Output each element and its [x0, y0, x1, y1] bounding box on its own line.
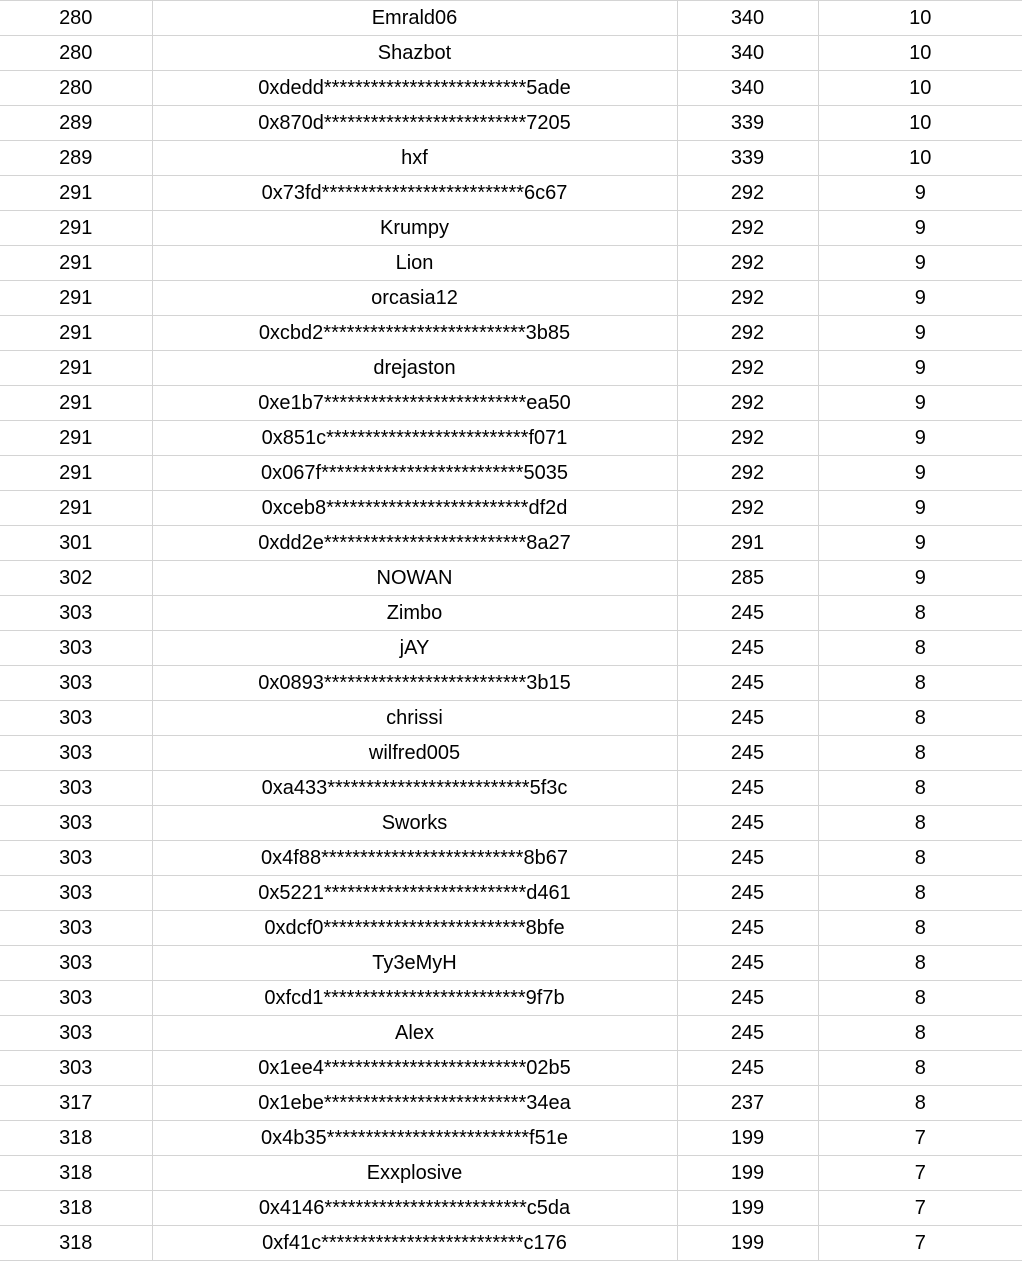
name-cell[interactable]: Emrald06: [152, 1, 677, 36]
rank-cell[interactable]: 291: [0, 211, 152, 246]
rank-cell[interactable]: 318: [0, 1191, 152, 1226]
points-cell[interactable]: 292: [677, 281, 818, 316]
rank-cell[interactable]: 303: [0, 1051, 152, 1086]
points-cell[interactable]: 292: [677, 421, 818, 456]
points-cell[interactable]: 292: [677, 246, 818, 281]
table-row: [0, 491, 1022, 526]
rank-cell[interactable]: 303: [0, 1016, 152, 1051]
table-row: [0, 211, 1022, 246]
rank-cell[interactable]: 291: [0, 351, 152, 386]
rank-cell[interactable]: 291: [0, 456, 152, 491]
table-row: [0, 946, 1022, 981]
level-cell[interactable]: 10: [818, 106, 1022, 141]
level-cell[interactable]: 7: [818, 1121, 1022, 1156]
points-cell[interactable]: 292: [677, 456, 818, 491]
level-cell[interactable]: 8: [818, 666, 1022, 701]
rank-cell[interactable]: 303: [0, 596, 152, 631]
points-cell[interactable]: 199: [677, 1156, 818, 1191]
points-cell[interactable]: 339: [677, 106, 818, 141]
rank-cell[interactable]: 291: [0, 386, 152, 421]
rank-cell[interactable]: 303: [0, 736, 152, 771]
rank-cell[interactable]: 303: [0, 701, 152, 736]
level-cell[interactable]: 9: [818, 456, 1022, 491]
table-row: [0, 1051, 1022, 1086]
rank-cell[interactable]: 303: [0, 876, 152, 911]
level-cell[interactable]: 10: [818, 71, 1022, 106]
rank-cell[interactable]: 291: [0, 176, 152, 211]
rank-cell[interactable]: 301: [0, 526, 152, 561]
rank-cell[interactable]: 303: [0, 666, 152, 701]
points-cell[interactable]: 245: [677, 806, 818, 841]
rank-cell[interactable]: 291: [0, 281, 152, 316]
rank-cell[interactable]: 289: [0, 106, 152, 141]
level-cell[interactable]: 8: [818, 981, 1022, 1016]
rank-cell[interactable]: 280: [0, 71, 152, 106]
name-cell[interactable]: hxf: [152, 141, 677, 176]
points-cell[interactable]: 245: [677, 666, 818, 701]
rank-cell[interactable]: 318: [0, 1156, 152, 1191]
level-cell[interactable]: 9: [818, 176, 1022, 211]
level-cell[interactable]: 7: [818, 1191, 1022, 1226]
points-cell[interactable]: 292: [677, 316, 818, 351]
name-cell[interactable]: 0x4146**************************c5da: [152, 1191, 677, 1226]
level-cell[interactable]: 10: [818, 141, 1022, 176]
rank-cell[interactable]: 291: [0, 246, 152, 281]
table-row: [0, 736, 1022, 771]
level-cell[interactable]: 9: [818, 281, 1022, 316]
leaderboard-body: [0, 1, 1022, 1261]
name-cell[interactable]: 0x0893**************************3b15: [152, 666, 677, 701]
table-row: [0, 1226, 1022, 1261]
table-row: [0, 351, 1022, 386]
level-cell[interactable]: 9: [818, 316, 1022, 351]
rank-cell[interactable]: 303: [0, 911, 152, 946]
name-cell[interactable]: Zimbo: [152, 596, 677, 631]
level-cell[interactable]: 8: [818, 806, 1022, 841]
table-row: [0, 876, 1022, 911]
level-cell[interactable]: 8: [818, 736, 1022, 771]
table-row: [0, 281, 1022, 316]
rank-cell[interactable]: 291: [0, 316, 152, 351]
name-cell[interactable]: 0xdd2e**************************8a27: [152, 526, 677, 561]
name-cell[interactable]: wilfred005: [152, 736, 677, 771]
level-cell[interactable]: 9: [818, 421, 1022, 456]
table-row: [0, 176, 1022, 211]
level-cell[interactable]: 8: [818, 876, 1022, 911]
level-cell[interactable]: 8: [818, 1086, 1022, 1121]
level-cell[interactable]: 9: [818, 526, 1022, 561]
rank-cell[interactable]: 303: [0, 981, 152, 1016]
level-cell[interactable]: 10: [818, 1, 1022, 36]
points-cell[interactable]: 292: [677, 211, 818, 246]
rank-cell[interactable]: 289: [0, 141, 152, 176]
points-cell[interactable]: 245: [677, 771, 818, 806]
name-cell[interactable]: 0xdcf0**************************8bfe: [152, 911, 677, 946]
name-cell[interactable]: 0xe1b7**************************ea50: [152, 386, 677, 421]
name-cell[interactable]: 0x851c**************************f071: [152, 421, 677, 456]
level-cell[interactable]: 7: [818, 1226, 1022, 1261]
name-cell[interactable]: Ty3eMyH: [152, 946, 677, 981]
table-row: [0, 631, 1022, 666]
name-cell[interactable]: jAY: [152, 631, 677, 666]
points-cell[interactable]: 339: [677, 141, 818, 176]
points-cell[interactable]: 292: [677, 351, 818, 386]
table-row: [0, 316, 1022, 351]
name-cell[interactable]: Lion: [152, 246, 677, 281]
level-cell[interactable]: 9: [818, 211, 1022, 246]
points-cell[interactable]: 340: [677, 71, 818, 106]
table-row: [0, 526, 1022, 561]
table-row: [0, 386, 1022, 421]
points-cell[interactable]: 340: [677, 36, 818, 71]
level-cell[interactable]: 9: [818, 351, 1022, 386]
name-cell[interactable]: 0x067f**************************5035: [152, 456, 677, 491]
name-cell[interactable]: 0x4b35**************************f51e: [152, 1121, 677, 1156]
rank-cell[interactable]: 303: [0, 631, 152, 666]
name-cell[interactable]: 0xf41c**************************c176: [152, 1226, 677, 1261]
table-row: [0, 1, 1022, 36]
level-cell[interactable]: 9: [818, 491, 1022, 526]
table-row: [0, 246, 1022, 281]
table-row: [0, 1086, 1022, 1121]
rank-cell[interactable]: 302: [0, 561, 152, 596]
points-cell[interactable]: 245: [677, 631, 818, 666]
level-cell[interactable]: 8: [818, 771, 1022, 806]
table-row: [0, 701, 1022, 736]
name-cell[interactable]: chrissi: [152, 701, 677, 736]
table-row: [0, 1016, 1022, 1051]
name-cell[interactable]: 0x1ebe**************************34ea: [152, 1086, 677, 1121]
table-row: [0, 596, 1022, 631]
points-cell[interactable]: 245: [677, 596, 818, 631]
rank-cell[interactable]: 303: [0, 771, 152, 806]
name-cell[interactable]: drejaston: [152, 351, 677, 386]
points-cell[interactable]: 245: [677, 911, 818, 946]
rank-cell[interactable]: 303: [0, 806, 152, 841]
points-cell[interactable]: 245: [677, 1016, 818, 1051]
points-cell[interactable]: 245: [677, 946, 818, 981]
points-cell[interactable]: 245: [677, 701, 818, 736]
points-cell[interactable]: 245: [677, 1051, 818, 1086]
name-cell[interactable]: 0x870d**************************7205: [152, 106, 677, 141]
name-cell[interactable]: 0x1ee4**************************02b5: [152, 1051, 677, 1086]
level-cell[interactable]: 8: [818, 911, 1022, 946]
points-cell[interactable]: 199: [677, 1226, 818, 1261]
level-cell[interactable]: 9: [818, 246, 1022, 281]
points-cell[interactable]: 292: [677, 386, 818, 421]
table-row: [0, 36, 1022, 71]
points-cell[interactable]: 291: [677, 526, 818, 561]
name-cell[interactable]: 0xdedd**************************5ade: [152, 71, 677, 106]
table-row: [0, 981, 1022, 1016]
table-row: [0, 561, 1022, 596]
rank-cell[interactable]: 303: [0, 841, 152, 876]
level-cell[interactable]: 10: [818, 36, 1022, 71]
points-cell[interactable]: 292: [677, 491, 818, 526]
points-cell[interactable]: 199: [677, 1121, 818, 1156]
points-cell[interactable]: 340: [677, 1, 818, 36]
table-row: [0, 666, 1022, 701]
points-cell[interactable]: 245: [677, 876, 818, 911]
level-cell[interactable]: 7: [818, 1156, 1022, 1191]
level-cell[interactable]: 8: [818, 1051, 1022, 1086]
name-cell[interactable]: 0xceb8**************************df2d: [152, 491, 677, 526]
name-cell[interactable]: Krumpy: [152, 211, 677, 246]
level-cell[interactable]: 8: [818, 1016, 1022, 1051]
table-row: [0, 771, 1022, 806]
name-cell[interactable]: 0x5221**************************d461: [152, 876, 677, 911]
rank-cell[interactable]: 303: [0, 946, 152, 981]
rank-cell[interactable]: 291: [0, 421, 152, 456]
level-cell[interactable]: 9: [818, 561, 1022, 596]
table-row: [0, 456, 1022, 491]
table-row: [0, 141, 1022, 176]
table-row: [0, 106, 1022, 141]
rank-cell[interactable]: 280: [0, 36, 152, 71]
points-cell[interactable]: 245: [677, 841, 818, 876]
name-cell[interactable]: NOWAN: [152, 561, 677, 596]
table-row: [0, 841, 1022, 876]
level-cell[interactable]: 8: [818, 946, 1022, 981]
name-cell[interactable]: 0x4f88**************************8b67: [152, 841, 677, 876]
name-cell[interactable]: 0xfcd1**************************9f7b: [152, 981, 677, 1016]
name-cell[interactable]: 0xcbd2**************************3b85: [152, 316, 677, 351]
points-cell[interactable]: 245: [677, 736, 818, 771]
rank-cell[interactable]: 280: [0, 1, 152, 36]
table-row: [0, 1191, 1022, 1226]
rank-cell[interactable]: 317: [0, 1086, 152, 1121]
rank-cell[interactable]: 318: [0, 1226, 152, 1261]
points-cell[interactable]: 199: [677, 1191, 818, 1226]
rank-cell[interactable]: 318: [0, 1121, 152, 1156]
points-cell[interactable]: 292: [677, 176, 818, 211]
rank-cell[interactable]: 291: [0, 491, 152, 526]
name-cell[interactable]: 0x73fd**************************6c67: [152, 176, 677, 211]
table-row: [0, 421, 1022, 456]
points-cell[interactable]: 285: [677, 561, 818, 596]
table-row: [0, 1121, 1022, 1156]
level-cell[interactable]: 8: [818, 701, 1022, 736]
name-cell[interactable]: Sworks: [152, 806, 677, 841]
level-cell[interactable]: 8: [818, 631, 1022, 666]
name-cell[interactable]: Exxplosive: [152, 1156, 677, 1191]
table-row: [0, 1156, 1022, 1191]
table-row: [0, 806, 1022, 841]
points-cell[interactable]: 237: [677, 1086, 818, 1121]
name-cell[interactable]: Shazbot: [152, 36, 677, 71]
level-cell[interactable]: 8: [818, 596, 1022, 631]
level-cell[interactable]: 8: [818, 841, 1022, 876]
name-cell[interactable]: 0xa433**************************5f3c: [152, 771, 677, 806]
table-row: [0, 71, 1022, 106]
name-cell[interactable]: Alex: [152, 1016, 677, 1051]
table-row: [0, 911, 1022, 946]
name-cell[interactable]: orcasia12: [152, 281, 677, 316]
level-cell[interactable]: 9: [818, 386, 1022, 421]
points-cell[interactable]: 245: [677, 981, 818, 1016]
